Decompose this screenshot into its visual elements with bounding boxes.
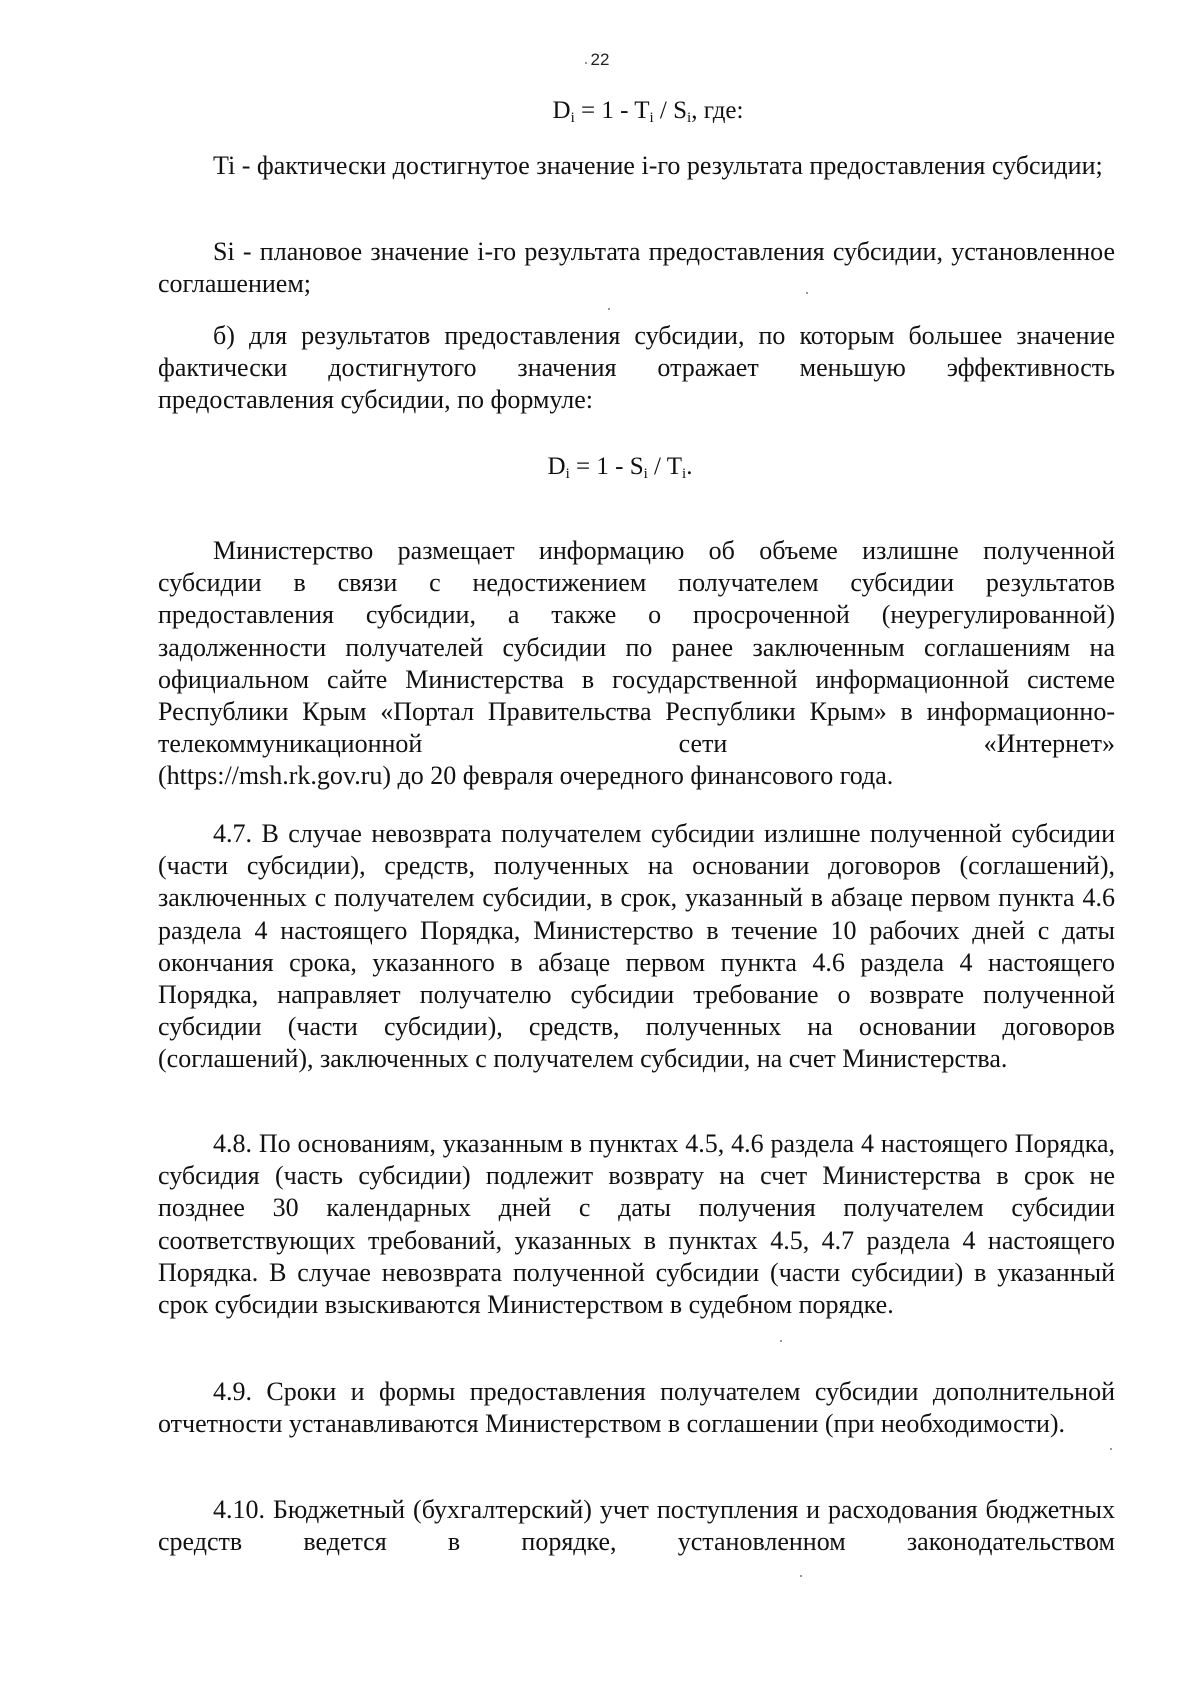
formula-2-sub-1: i bbox=[565, 466, 570, 482]
formula-2-sub-2: i bbox=[643, 466, 648, 482]
formula-2-slash: / T bbox=[647, 453, 683, 480]
scan-speck bbox=[800, 1575, 802, 1577]
formula-di-1-minus-ti-over-si bbox=[0, 96, 1200, 126]
paragraph-4-7: 4.7. В случае невозврата получателем субсидии излишне полученной субсидии (части субсидии), средств, полученных на основании договоров (соглашений), заключенных с получателем субсидии, в срок, указанный в абзаце первом пункта 4.6 раздела 4 настоящего Порядка, Министерство в течение 10 рабочих дней с даты окончания срока, указанного в абзаце первом пункта 4.6 раздела 4 настоящего Порядка, направляет получателю субсидии требование о возврате полученной субсидии (части субсидии), средств, полученных на основании договоров (соглашений), заключенных с получателем субсидии, на счет Министерства. bbox=[158, 819, 1115, 1074]
formula-1-sub-3: i bbox=[687, 110, 692, 126]
formula-2-sub-3: i bbox=[682, 466, 687, 482]
scan-speck bbox=[806, 292, 808, 294]
scan-speck bbox=[780, 1340, 782, 1342]
paragraph-ti-definition: Ti - фактически достигнутое значение i-го результата предоставления субсидии; bbox=[213, 151, 1103, 180]
formula-2-mid: = 1 - S bbox=[569, 453, 644, 480]
paragraph-b-formula-intro: б) для результатов предоставления субсидии, по которым большее значение фактически достигнутого значения отражает меньшую эффективность предоставления субсидии, по формуле: bbox=[158, 321, 1115, 415]
formula-1-mid: = 1 - T bbox=[574, 97, 650, 124]
formula-2-d: D bbox=[547, 453, 566, 480]
scan-speck bbox=[585, 62, 587, 64]
paragraph-4-8: 4.8. По основаниям, указанным в пунктах 4.5, 4.6 раздела 4 настоящего Порядка, субсидия (часть субсидии) подлежит возврату на счет Министерства в срок не позднее 30 календарных дней с даты получения получателем субсидии соответствующих требований, указанных в пунктах 4.5, 4.7 раздела 4 настоящего Порядка. В случае невозврата полученной субсидии (части субсидии) в указанный срок субсидии взыскиваются Министерством в судебном порядке. bbox=[158, 1129, 1115, 1320]
scan-speck bbox=[608, 308, 610, 310]
formula-di-1-minus-si-over-ti bbox=[0, 452, 1200, 482]
formula-1-d: D bbox=[552, 97, 571, 124]
paragraph-ministry-publishes bbox=[158, 535, 1115, 793]
formula-1-tail: , где: bbox=[691, 97, 744, 124]
paragraph-ministry-tail: (https://msh.rk.gov.ru) до 20 февраля очередного финансового года. bbox=[158, 761, 894, 791]
paragraph-ministry-body: Министерство размещает информацию об объеме излишне полученной субсидии в связи с недостижением получателем субсидии результатов предоставления субсидии, а также о просроченной (неурегулированной) задолженности получателей субсидии по ранее заключенным соглашениям на официальном сайте Министерства в государственной информационной системе Республики Крым «Портал Правительства Республики Крым» в информационно-телекоммуникационной сети «Интернет» bbox=[158, 536, 1115, 759]
formula-1-slash: / S bbox=[653, 97, 688, 124]
scan-speck bbox=[1110, 1448, 1112, 1450]
formula-1-sub-2: i bbox=[649, 110, 654, 126]
paragraph-4-9: 4.9. Сроки и формы предоставления получателем субсидии дополнительной отчетности устанавливаются Министерством в соглашении (при необходимости). bbox=[158, 1377, 1115, 1439]
paragraph-si-definition: Si - плановое значение i-го результата предоставления субсидии, установленное соглашением; bbox=[158, 237, 1115, 299]
paragraph-4-10: 4.10. Бюджетный (бухгалтерский) учет поступления и расходования бюджетных средств ведется в порядке, установленном законодательством bbox=[158, 1495, 1115, 1557]
formula-2-tail: . bbox=[686, 453, 693, 480]
page-number: 22 bbox=[590, 50, 610, 69]
formula-1-sub-1: i bbox=[570, 110, 575, 126]
